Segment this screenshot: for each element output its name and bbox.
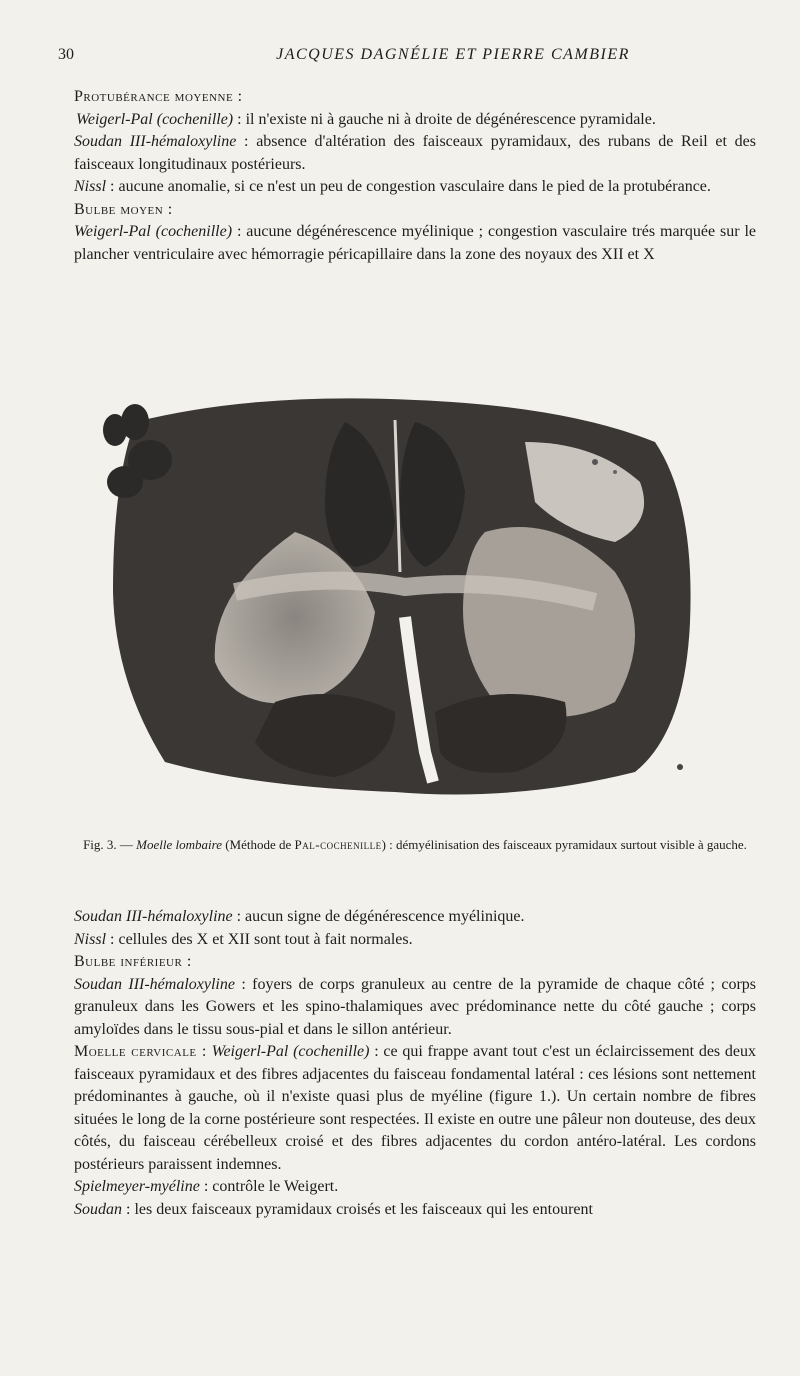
caption-subject: Moelle lombaire [136,837,222,852]
method-sub: (cochenille) [293,1043,370,1060]
method-sub: (cochenille) [155,223,233,240]
caption-fig-number: Fig. 3. — [83,837,133,852]
running-title: JACQUES DAGNÉLIE ET PIERRE CAMBIER [276,46,630,63]
section-heading-bulbe-moyen: Bulbe moyen : [74,200,173,218]
paragraph-moelle-cervicale: Moelle cervicale : Weigerl-Pal (cochenille) : ce qui frappe avant tout c'est un éclaircissement des deux faisceaux pyramidaux et des fibres adjacentes du faisceau fondamental latéral : ces lésions sont nettement prédominantes à gauche, où il n'existe quasi plus de myéline (figure 1.). Un certain nombre de fibres situées le long de la corne postérieure sont respectées. Il existe en outre une pâleur non douteuse, des deux côtés, du faisceau cérébelleux croisé et des fibres adjacentes du cordon antéro-latéral. Les cordons postérieurs paraissent indemnes. [74,1043,756,1173]
paragraph-weigert-bulbe: Weigerl-Pal (cochenille) : aucune dégénérescence myélinique ; congestion vasculaire trés marquée sur le plancher ventriculaire avec hémorragie péricapillaire dans la zone des noyaux des XII et X [74,223,757,263]
method-term: Soudan [74,1200,122,1218]
paragraph-soudan-cervicale: Soudan : les deux faisceaux pyramidaux croisés et les faisceaux qui les entourent [74,1200,593,1218]
caption-rest: ) : démyélinisation des faisceaux pyramidaux surtout visible à gauche. [381,837,747,852]
micrograph-image [95,382,715,810]
section-heading-moelle-cervicale: Moelle cervicale : [74,1043,207,1060]
method-term: Nissl [74,178,107,195]
paragraph-spielmeyer: Spielmeyer-myéline : contrôle le Weigert. [74,1178,339,1195]
method-term: Weigerl-Pal [74,223,151,240]
section-heading-protuberance: Protubérance moyenne : [74,88,243,105]
figure-caption [74,836,756,853]
section-heading-bulbe-inferieur: Bulbe inférieur : [74,953,192,970]
paragraph-nissl-bulbe-moyen: Nissl : cellules des X et XII sont tout à fait normales. [74,930,413,948]
paragraph-weigert-protuberance: Weigerl-Pal (cochenille) : il n'existe ni à gauche ni à droite de dégénérescence pyramidale. [76,110,656,128]
paragraph-nissl-protuberance: Nissl : aucune anomalie, si ce n'est un peu de congestion vasculaire dans le pied de la protubérance. [74,178,711,195]
paragraph-soudan-bulbe-moyen: Soudan III-hémaloxyline : aucun signe de dégénérescence myélinique. [74,908,525,925]
method-term: Soudan III-hémaloxyline [74,133,237,150]
method-sub: (cochenille) [156,110,234,128]
method-term: Nissl [74,930,107,948]
method-term: Soudan III-hémaloxyline [74,908,233,925]
method-term: Spielmeyer-myéline [74,1178,200,1195]
top-text-block [74,86,756,266]
caption-method-open: (Méthode de [225,837,292,852]
method-term: Weigerl-Pal [76,110,153,128]
paragraph-soudan-protuberance: Soudan III-hémaloxyline : absence d'altération des faisceaux pyramidaux, des rubans de Reil et des faisceaux longitudinaux postérieurs. [74,133,757,173]
method-term: Weigerl-Pal [211,1043,289,1060]
page-header [58,46,748,72]
page-number: 30 [58,46,74,63]
paragraph-soudan-bulbe-inferieur: Soudan III-hémaloxyline : foyers de corps granuleux au centre de la pyramide de chaque côté ; corps granuleux dans les Gowers et les spino-thalamiques avec prédominance nette du côté gauche ; corps amyloïdes dans le tissu sous-pial et dans le sillon antérieur. [74,975,757,1038]
method-term: Soudan III-hémaloxyline [74,975,235,993]
caption-method-name: Pal-cochenille [294,837,382,852]
spinal-cord-micrograph [95,382,715,810]
bottom-text-block [74,906,756,1221]
